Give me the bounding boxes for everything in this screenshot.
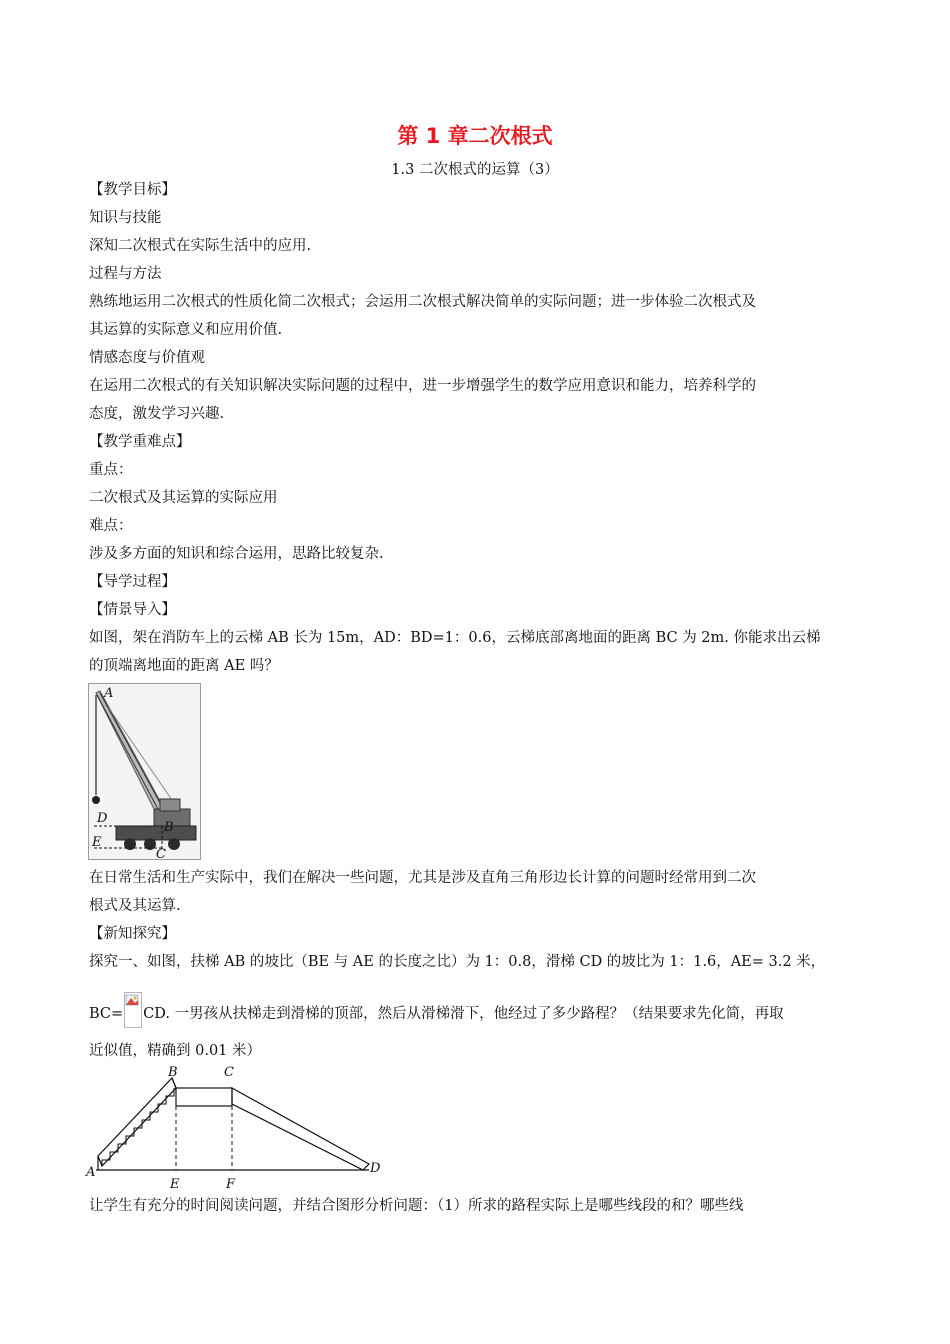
heading-key-points: 【教学重难点】 — [89, 434, 191, 450]
fig1-label-c: C — [156, 847, 166, 860]
text-explore-line2 — [89, 996, 784, 1032]
fig2-label-a: A — [86, 1165, 96, 1180]
fig2-label-d: D — [370, 1161, 381, 1176]
fig2-label-b: B — [168, 1065, 178, 1080]
fig2-label-e: E — [170, 1177, 180, 1190]
heading-difficulty: 难点： — [89, 518, 133, 534]
fig1-label-e: E — [92, 835, 102, 850]
text-process-line1: 熟练地运用二次根式的性质化简二次根式；会运用二次根式解决简单的实际问题；进一步体验二次根式及 — [89, 294, 756, 310]
fig2-label-c: C — [224, 1065, 234, 1080]
broken-image-icon — [124, 992, 142, 1028]
text-attitude-line2: 态度，激发学习兴趣. — [89, 406, 225, 422]
fig1-label-b: B — [164, 820, 174, 835]
text-read-analyze: 让学生有充分的时间阅读问题，并结合图形分析问题：（1）所求的路程实际上是哪些线段的和？哪些线 — [89, 1198, 744, 1214]
text-focus: 二次根式及其运算的实际应用 — [89, 490, 278, 506]
escalator-slide-figure — [84, 1064, 394, 1190]
fig2-label-f: F — [226, 1177, 236, 1190]
text-difficulty: 涉及多方面的知识和综合运用，思路比较复杂. — [89, 546, 384, 562]
text-attitude-line1: 在运用二次根式的有关知识解决实际问题的过程中，进一步增强学生的数学应用意识和能力，培养科学的 — [89, 378, 756, 394]
heading-guide-process: 【导学过程】 — [89, 574, 176, 590]
fig1-label-d: D — [97, 811, 108, 826]
heading-focus: 重点： — [89, 462, 133, 478]
text-explore-line1: 探究一、如图，扶梯 AB 的坡比（BE 与 AE 的长度之比）为 1：0.8，滑梯 CD 的坡比为 1：1.6，AE= 3.2 米， — [89, 954, 826, 970]
heading-attitude: 情感态度与价值观 — [89, 350, 205, 366]
chapter-title: 第 1 章二次根式 — [397, 124, 553, 148]
heading-new-knowledge: 【新知探究】 — [89, 926, 176, 942]
heading-process-methods: 过程与方法 — [89, 266, 162, 282]
text-explore-line3: 近似值，精确到 0.01 米） — [89, 1043, 262, 1059]
fire-ladder-figure — [88, 683, 201, 860]
heading-scene-intro: 【情景导入】 — [89, 602, 176, 618]
text-process-line2: 其运算的实际意义和应用价值. — [89, 322, 283, 338]
heading-teaching-goals: 【教学目标】 — [89, 182, 176, 198]
text-life-line2: 根式及其运算. — [89, 898, 181, 914]
text-scene-line2: 的顶端离地面的距离 AE 吗？ — [89, 658, 279, 674]
heading-knowledge-skills: 知识与技能 — [89, 210, 162, 226]
fig1-label-a: A — [104, 686, 114, 701]
text-explore-rest: CD. 一男孩从扶梯走到滑梯的顶部，然后从滑梯滑下，他经过了多少路程？（结果要求先化简，再取 — [143, 1006, 784, 1022]
text-life-line1: 在日常生活和生产实际中，我们在解决一些问题，尤其是涉及直角三角形边长计算的问题时经常用到二次 — [89, 870, 756, 886]
section-subtitle: 1.3 二次根式的运算（3） — [391, 162, 559, 178]
text-explore-bc: BC= — [89, 1006, 124, 1022]
text-knowledge: 深知二次根式在实际生活中的应用. — [89, 238, 312, 254]
text-scene-line1: 如图，架在消防车上的云梯 AB 长为 15m，AD：BD=1：0.6，云梯底部离地面的距离 BC 为 2m. 你能求出云梯 — [89, 630, 821, 646]
